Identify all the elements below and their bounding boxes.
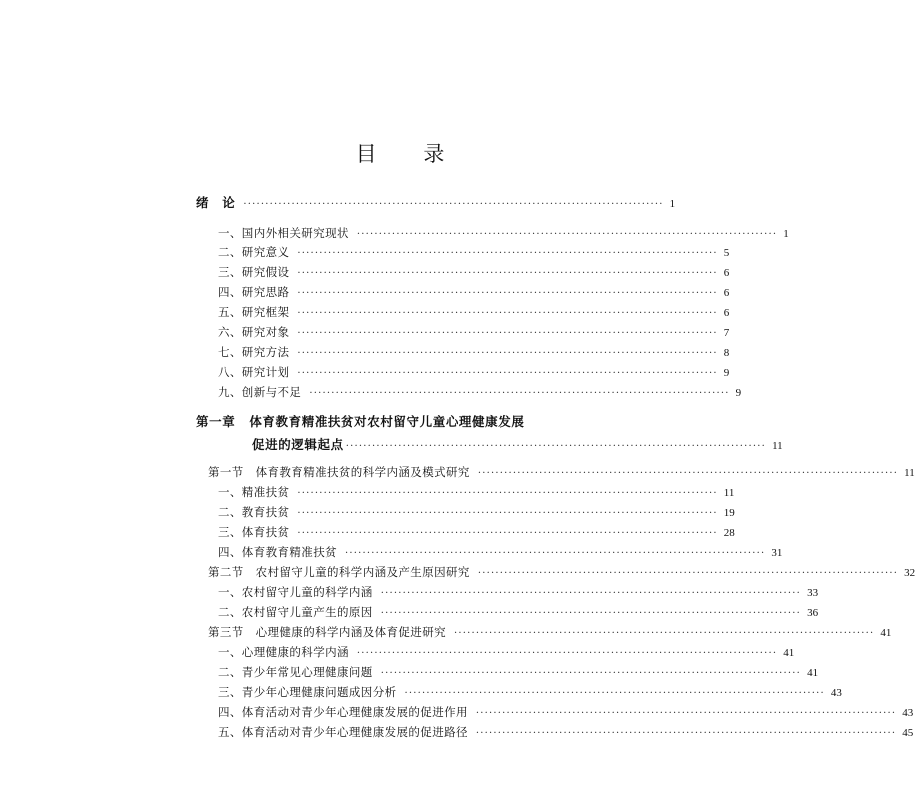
toc-leader-dots: ································································································	[475, 708, 897, 719]
toc-entry	[218, 364, 730, 382]
toc-leader-dots: ································································································	[297, 488, 718, 499]
toc-entry-label: 二、青少年常见心理健康问题	[218, 665, 373, 679]
toc-page-number: 28	[723, 527, 735, 539]
toc-leader-dots: ································································································	[297, 528, 718, 539]
toc-page-number: 11	[772, 440, 783, 452]
toc-leader-dots: ································································································	[380, 608, 802, 619]
toc-leader-dots: ································································································	[356, 229, 778, 240]
toc-entry	[218, 684, 842, 702]
toc-entry	[218, 604, 819, 622]
toc-leader-dots: ································································································	[297, 248, 718, 259]
toc-page-number: 41	[807, 667, 819, 679]
toc-entry	[218, 644, 795, 662]
toc-entry-label: 五、体育活动对青少年心理健康发展的促进路径	[218, 725, 468, 739]
toc-entry	[218, 324, 730, 342]
toc-page-number: 11	[723, 487, 735, 499]
toc-entry-label: 三、研究假设	[218, 265, 290, 279]
toc-page-number: 6	[723, 307, 730, 319]
toc-page-number: 33	[807, 587, 819, 599]
toc-entry-label: 第一节 体育教育精准扶贫的科学内涵及模式研究	[208, 465, 470, 479]
toc-leader-dots: ································································································	[380, 588, 802, 599]
toc-entry	[218, 664, 819, 682]
toc-entry-label: 一、农村留守儿童的科学内涵	[218, 585, 373, 599]
chapter-title: 体育教育精准扶贫对农村留守儿童心理健康发展	[249, 414, 525, 429]
toc-section-entry	[208, 564, 915, 582]
toc-leader-dots: ································································································	[380, 668, 802, 679]
toc-entry	[218, 225, 789, 243]
toc-entry	[218, 484, 735, 502]
toc-entry	[218, 284, 730, 302]
toc-leader-dots: ································································································	[297, 348, 718, 359]
toc-leader-dots: ································································································	[243, 199, 664, 210]
toc-leader-dots: ································································································	[477, 568, 899, 579]
toc-entry-label: 第三节 心理健康的科学内涵及体育促进研究	[208, 625, 446, 639]
toc-entry-label: 四、研究思路	[218, 285, 290, 299]
toc-leader-dots: ································································································	[297, 288, 718, 299]
toc-entry	[218, 704, 914, 722]
toc-leader-dots: ································································································	[356, 648, 778, 659]
toc-entry	[218, 584, 819, 602]
toc-page-number: 45	[902, 727, 914, 739]
toc-leader-dots: ································································································	[475, 728, 897, 739]
toc-section-entry	[208, 624, 892, 642]
toc-entry	[218, 524, 735, 542]
toc-entry	[218, 384, 742, 402]
toc-page-number: 41	[880, 627, 892, 639]
toc-entry	[218, 264, 730, 282]
toc-page-number: 5	[723, 247, 730, 259]
toc-leader-dots: ································································································	[297, 328, 718, 339]
toc-entry-label: 绪 论	[196, 195, 236, 210]
toc-page-number: 6	[723, 267, 730, 279]
toc-page-number: 1	[669, 198, 676, 210]
toc-page-number: 9	[723, 367, 730, 379]
toc-entry-label: 三、青少年心理健康问题成因分析	[218, 685, 397, 699]
toc-page-number: 43	[902, 707, 914, 719]
toc-chapter-heading	[196, 413, 524, 431]
toc-entry-label: 一、精准扶贫	[218, 485, 290, 499]
toc-entry	[218, 724, 914, 742]
toc-leader-dots: ································································································	[404, 688, 825, 699]
toc-entry-label: 六、研究对象	[218, 325, 290, 339]
toc-entry-label: 五、研究框架	[218, 305, 290, 319]
toc-entry-label: 四、体育教育精准扶贫	[218, 545, 337, 559]
toc-section-entry	[208, 464, 915, 482]
toc-entry-label: 一、心理健康的科学内涵	[218, 645, 349, 659]
toc-entry	[218, 244, 730, 262]
toc-page-number: 41	[783, 647, 795, 659]
toc-leader-dots: ································································································	[345, 548, 766, 559]
toc-page-number: 19	[723, 507, 735, 519]
toc-entry-label: 七、研究方法	[218, 345, 290, 359]
toc-entry-intro	[196, 194, 676, 214]
toc-entry-label: 二、农村留守儿童产生的原因	[218, 605, 373, 619]
toc-leader-dots: ································································································	[297, 508, 718, 519]
toc-entry-label: 三、体育扶贫	[218, 525, 290, 539]
toc-entry	[218, 504, 735, 522]
chapter-number: 第一章	[196, 414, 236, 429]
toc-page-number: 6	[723, 287, 730, 299]
toc-entry	[218, 344, 730, 362]
toc-page-number: 43	[830, 687, 842, 699]
toc-entry-label: 四、体育活动对青少年心理健康发展的促进作用	[218, 705, 468, 719]
toc-page-number: 9	[735, 387, 742, 399]
toc-page-number: 1	[783, 228, 789, 240]
page-title: 目 录	[355, 142, 465, 166]
toc-page-number: 8	[723, 347, 730, 359]
toc-leader-dots: ································································································	[297, 368, 718, 379]
toc-leader-dots: ································································································	[297, 268, 718, 279]
toc-entry-label: 一、国内外相关研究现状	[218, 226, 349, 240]
toc-leader-dots: ································································································	[345, 441, 767, 452]
toc-entry-label: 九、创新与不足	[218, 385, 302, 399]
toc-leader-dots: ································································································	[297, 308, 718, 319]
toc-entry-chapter-1	[252, 436, 783, 456]
toc-leader-dots: ································································································	[309, 388, 730, 399]
toc-page-number: 32	[904, 567, 915, 579]
toc-page-number: 36	[807, 607, 819, 619]
toc-entry-label: 二、研究意义	[218, 245, 290, 259]
toc-leader-dots: ································································································	[454, 628, 875, 639]
toc-entry-label: 八、研究计划	[218, 365, 290, 379]
toc-entry	[218, 544, 783, 562]
toc-leader-dots: ································································································	[477, 468, 899, 479]
toc-page-number: 11	[904, 467, 915, 479]
toc-entry-label: 二、教育扶贫	[218, 505, 290, 519]
toc-page-number: 7	[723, 327, 730, 339]
toc-page-number: 31	[771, 547, 783, 559]
toc-entry-label: 第二节 农村留守儿童的科学内涵及产生原因研究	[208, 565, 470, 579]
toc-entry	[218, 304, 730, 322]
toc-entry-label: 促进的逻辑起点	[252, 437, 344, 452]
